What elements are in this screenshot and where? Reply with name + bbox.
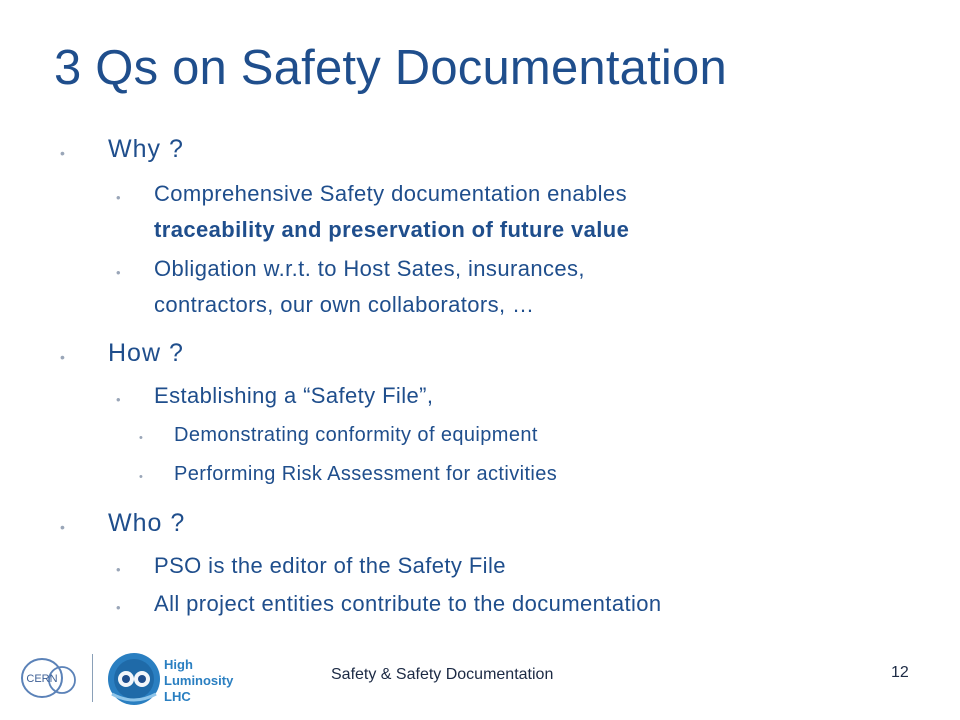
footer-text: Safety & Safety Documentation bbox=[331, 666, 554, 683]
hilumi-logo-line1: High bbox=[164, 657, 193, 672]
footer-divider bbox=[92, 654, 93, 702]
hilumi-logo-line3: LHC bbox=[164, 689, 191, 704]
bullet-icon: • bbox=[60, 519, 65, 535]
bullet-icon: • bbox=[116, 600, 121, 615]
bullet-icon: • bbox=[139, 432, 143, 444]
who-item-1: PSO is the editor of the Safety File bbox=[154, 553, 506, 578]
who-item-2: All project entities contribute to the documentation bbox=[154, 591, 662, 616]
hilumi-lhc-logo-icon bbox=[106, 650, 246, 708]
bullet-icon: • bbox=[60, 145, 65, 161]
bullet-icon: • bbox=[116, 190, 121, 205]
why-item-1-line1: Comprehensive Safety documentation enables bbox=[154, 181, 627, 206]
hilumi-logo-line2: Luminosity bbox=[164, 673, 234, 688]
page-number: 12 bbox=[891, 664, 909, 681]
why-item-1-emphasis: traceability and preservation of future value bbox=[154, 217, 630, 242]
bullet-icon: • bbox=[116, 265, 121, 280]
bullet-icon: • bbox=[116, 562, 121, 577]
bullet-icon: • bbox=[60, 349, 65, 365]
cern-logo-icon bbox=[18, 656, 80, 700]
slide-title: 3 Qs on Safety Documentation bbox=[54, 41, 727, 95]
how-subitem-2: Performing Risk Assessment for activities bbox=[174, 463, 558, 485]
cern-logo-text: CERN bbox=[26, 673, 58, 685]
section-heading-why: Why ? bbox=[108, 135, 184, 163]
section-heading-how: How ? bbox=[108, 339, 184, 367]
bullet-icon: • bbox=[139, 471, 143, 483]
why-item-2-line1: Obligation w.r.t. to Host Sates, insurances, bbox=[154, 256, 585, 281]
why-item-2-line2: contractors, our own collaborators, … bbox=[154, 292, 535, 317]
how-item-1: Establishing a “Safety File”, bbox=[154, 383, 434, 408]
section-heading-who: Who ? bbox=[108, 509, 186, 537]
bullet-icon: • bbox=[116, 392, 121, 407]
how-subitem-1: Demonstrating conformity of equipment bbox=[174, 424, 538, 446]
